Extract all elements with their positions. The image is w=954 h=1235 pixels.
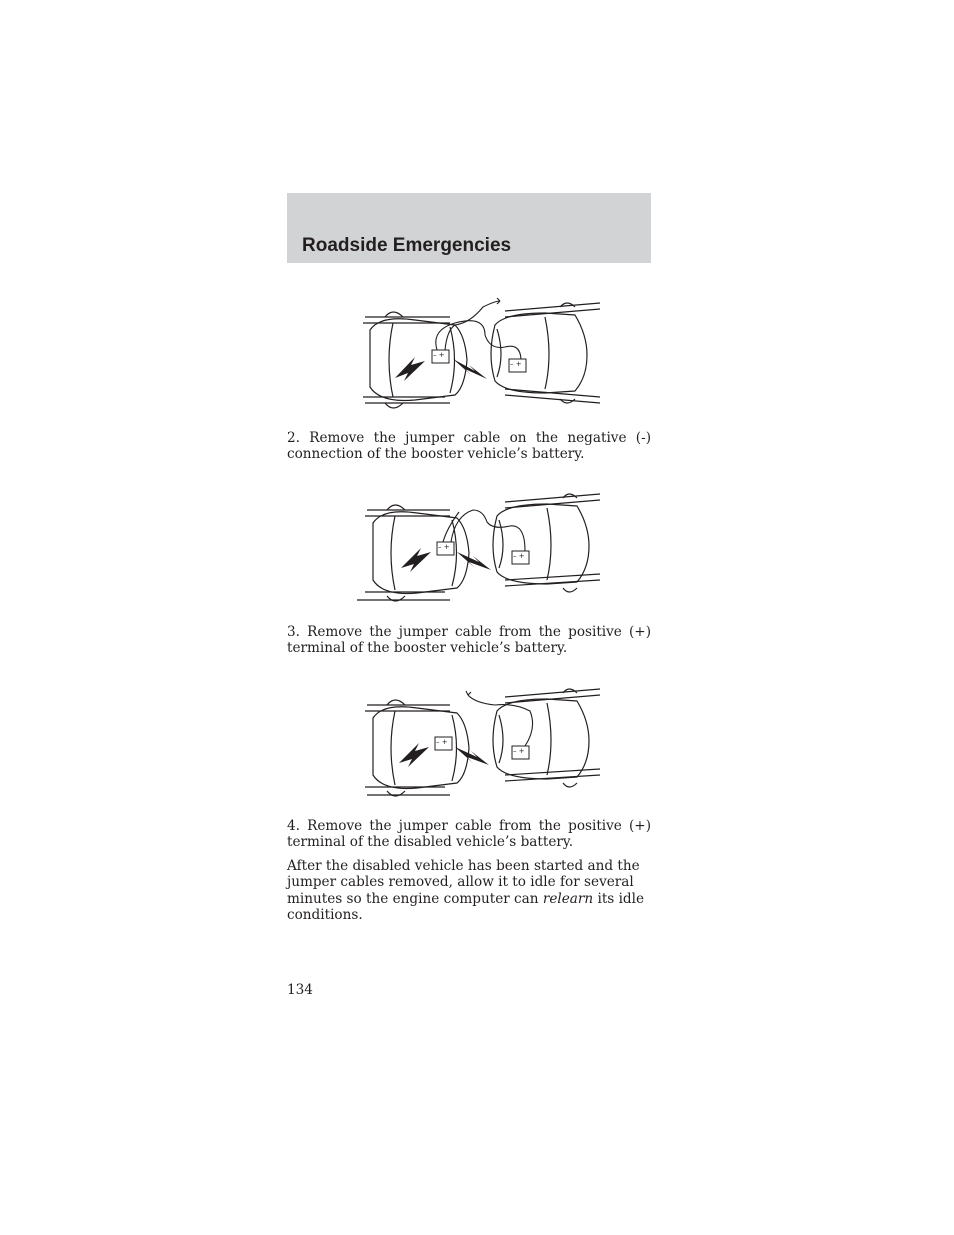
closing-text: After the disabled vehicle has been started and the jumper cables removed, allow it to idle for several minutes so the engine computer can — [287, 858, 640, 907]
jump-start-diagram-2 — [355, 488, 605, 610]
battery-terminal-label: – + — [436, 738, 448, 746]
section-title: Roadside Emergencies — [302, 235, 512, 256]
step-2-text: 2. Remove the jumper cable on the negative (-) connection of the booster vehicle’s battery. — [287, 430, 651, 463]
battery-terminal-label: – + — [510, 360, 522, 368]
section-header-band — [287, 193, 651, 263]
closing-text-end: its idle conditions. — [287, 890, 645, 924]
step-3-text: 3. Remove the jumper cable from the positive (+) terminal of the booster vehicle’s battery. — [287, 624, 651, 657]
relearn-emphasis: relearn — [542, 890, 594, 907]
battery-terminal-label: – + — [513, 552, 525, 560]
battery-terminal-label: – + — [438, 543, 450, 551]
jump-start-diagram-3 — [355, 683, 605, 805]
jump-start-diagram-1 — [355, 295, 605, 417]
closing-paragraph — [287, 858, 651, 924]
battery-terminal-label: – + — [433, 351, 445, 359]
page-number: 134 — [287, 982, 313, 998]
battery-terminal-label: – + — [513, 747, 525, 755]
step-4-text: 4. Remove the jumper cable from the positive (+) terminal of the disabled vehicle’s battery. — [287, 818, 651, 851]
